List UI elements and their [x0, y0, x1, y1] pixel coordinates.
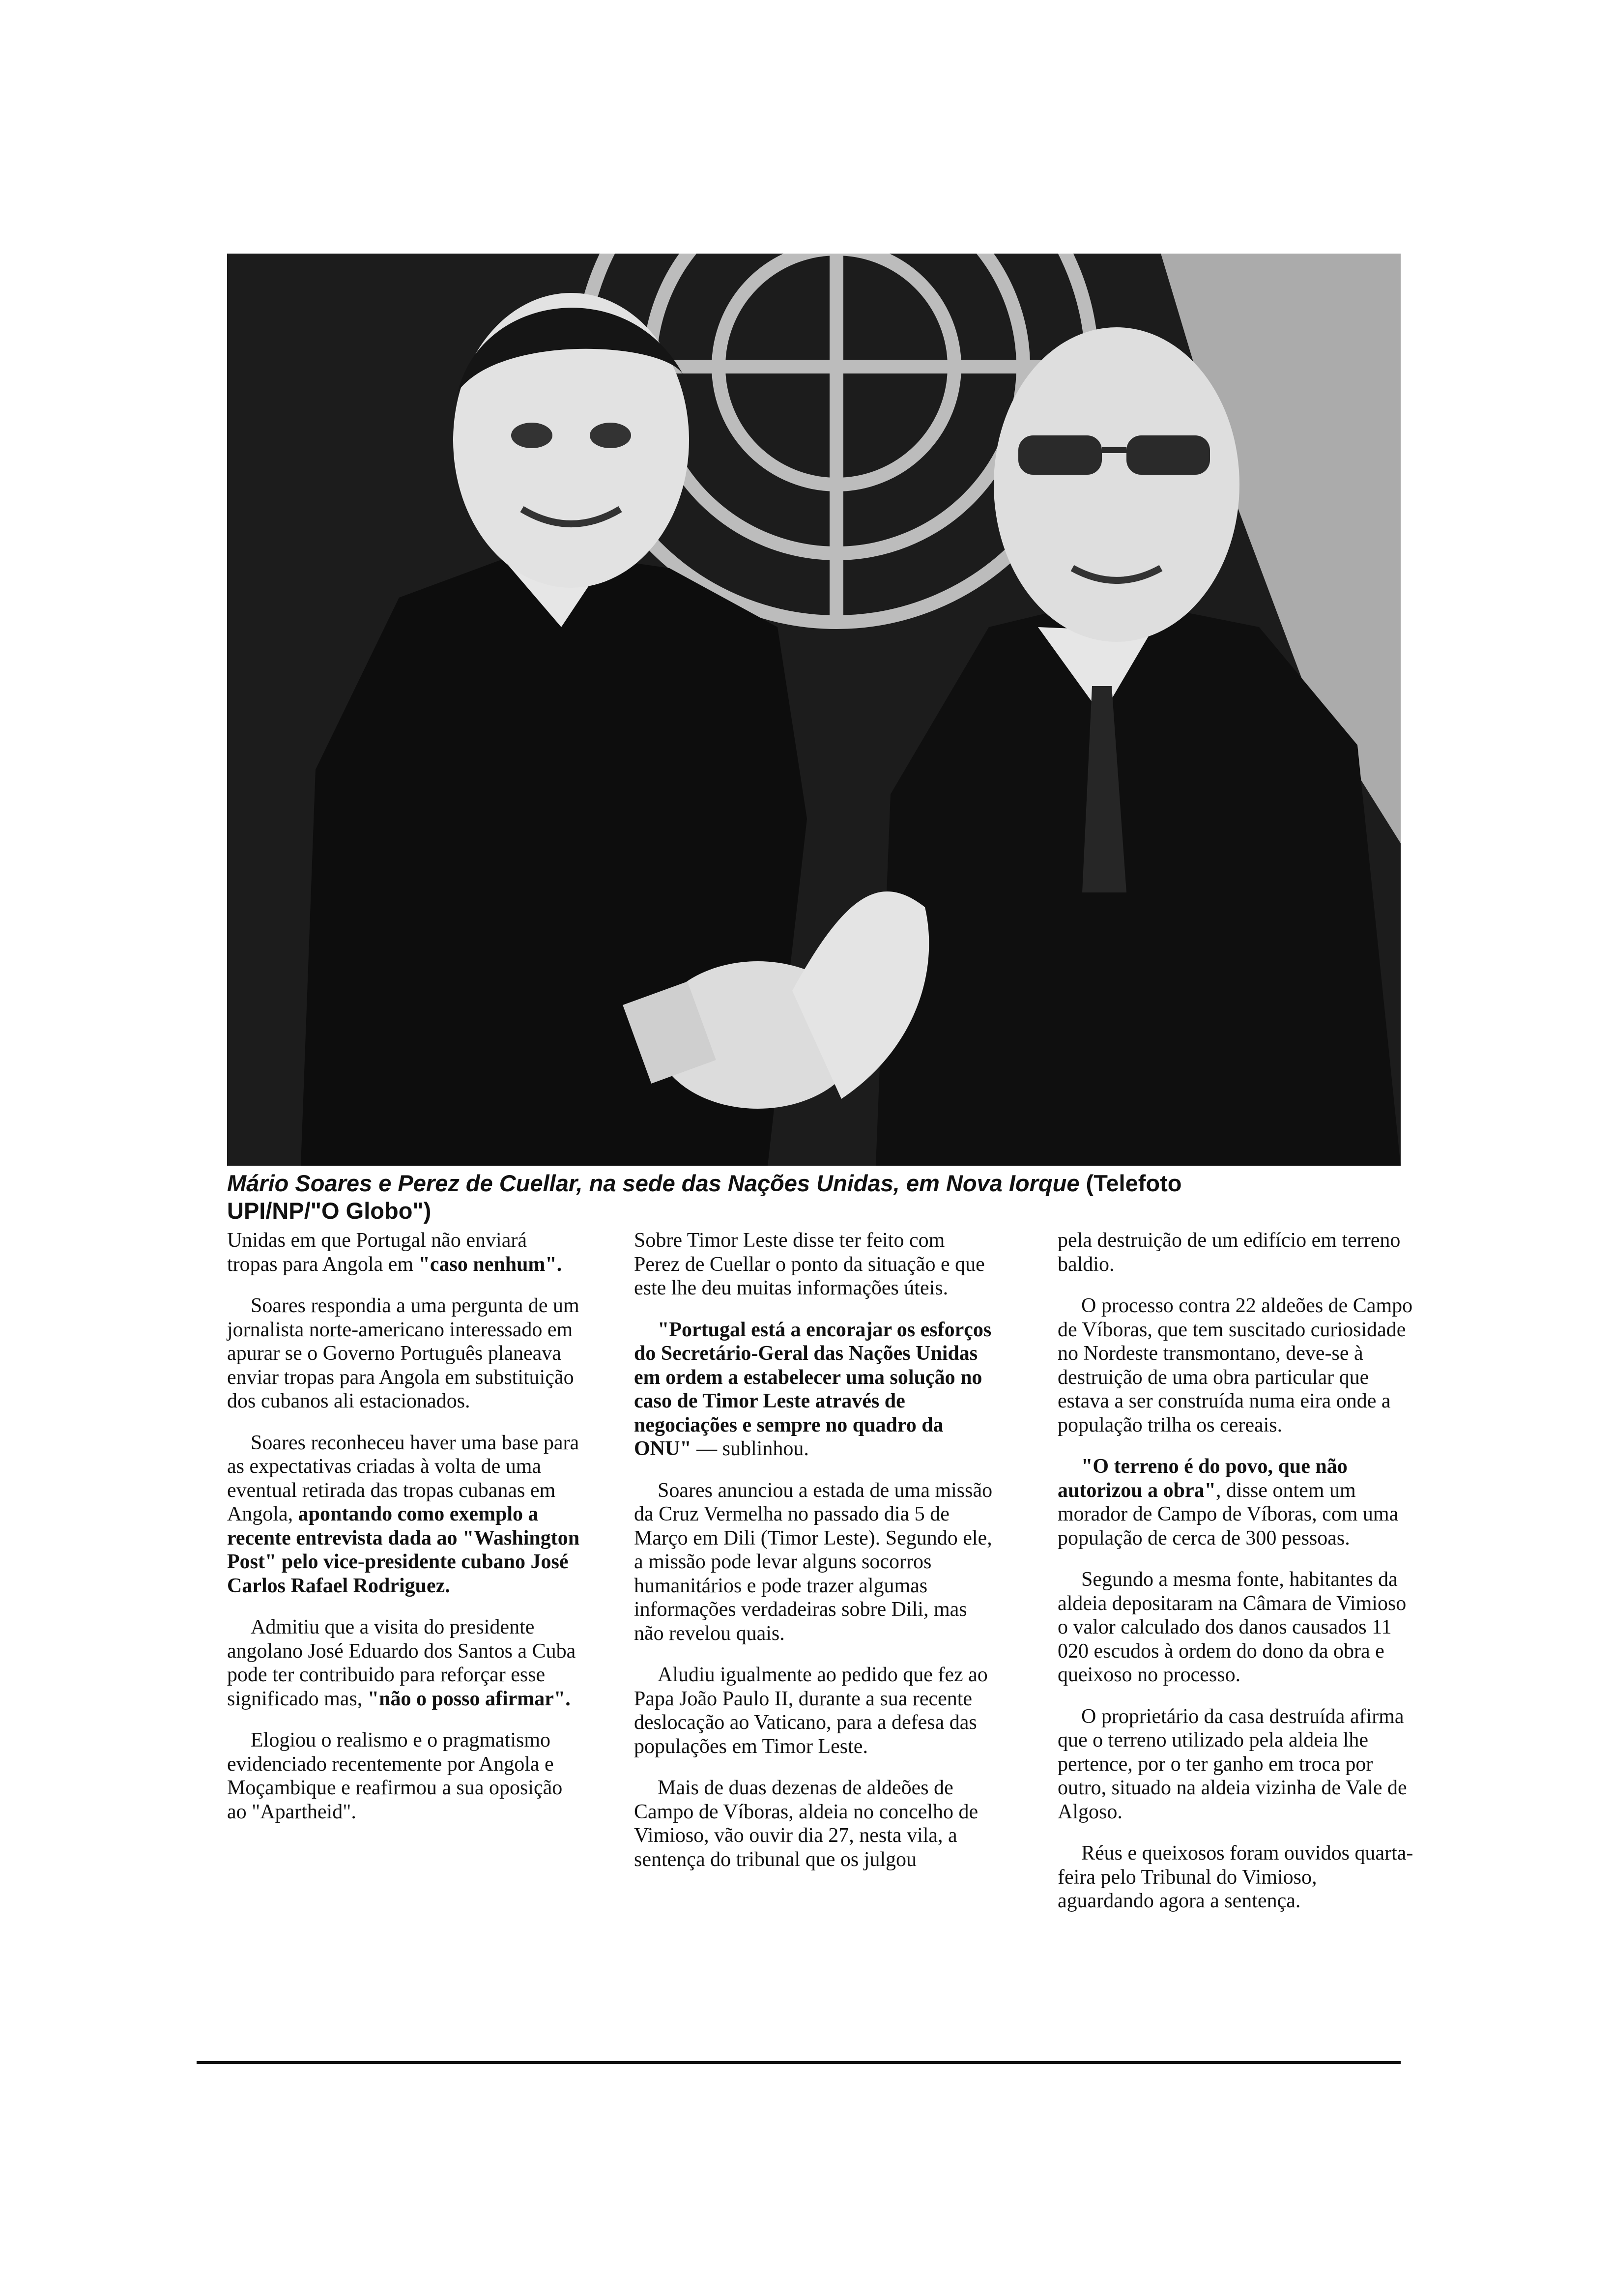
paragraph: O proprietário da casa destruída afirma que o terreno utilizado pela aldeia lhe pertence, por o ter ganho em troca por outro, situado na aldeia vizinha de Vale de Algoso. [1058, 1705, 1407, 1823]
paragraph: Soares respondia a uma pergunta de um jornalista norte-americano interessado em apurar se o Governo Português planeava enviar tropas para Angola em substituição dos cubanos ali estacionados. [227, 1294, 579, 1412]
paragraph-text: Admitiu que a visita do presidente angolano José Eduardo dos Santos a Cuba pode ter contribuido para reforçar esse significado mas, [227, 1616, 576, 1710]
paragraph: Réus e queixosos foram ouvidos quarta-feira pelo Tribunal do Vimioso, aguardando agora a sentença. [1058, 1842, 1413, 1912]
paragraph: Aludiu igualmente ao pedido que fez ao Papa João Paulo II, durante a sua recente deslocação ao Vaticano, para a defesa das populações em Timor Leste. [634, 1664, 988, 1758]
paragraph-quote: "não o posso afirmar". [367, 1687, 571, 1710]
paragraph [634, 1318, 995, 1461]
paragraph-text: Soares reconheceu haver uma base para as expectativas criadas à volta de uma eventual retirada das tropas cubanas em Angola, [227, 1431, 579, 1525]
paragraph [227, 1229, 582, 1276]
paragraph: Segundo a mesma fonte, habitantes da aldeia depositaram na Câmara de Vimioso o valor calculado dos danos causados 11 020 escudos à ordem do dono da obra e queixoso no processo. [1058, 1568, 1407, 1686]
caption-italic: Mário Soares e Perez de Cuellar, na sede das Nações Unidas, em Nova Iorque [227, 1170, 1080, 1196]
photo-illustration [227, 254, 1401, 1166]
article-column-1 [227, 1229, 582, 1841]
paragraph [1058, 1455, 1415, 1550]
paragraph-text: , disse ontem um morador de Campo de Víboras, com uma população de cerca de 300 pessoas. [1058, 1479, 1399, 1550]
paragraph-text: Unidas em que Portugal não enviará tropas para Angola em [227, 1229, 527, 1276]
caption-credit-line2: UPI/NP/"O Globo") [227, 1198, 432, 1224]
paragraph: O processo contra 22 aldeões de Campo de Víboras, que tem suscitado curiosidade no Nordeste transmontano, deve-se à destruição de uma obra particular que estava a ser construída numa eira onde a população trilha os cereais. [1058, 1294, 1413, 1436]
paragraph-quote: "O terreno é do povo, que não autorizou a obra" [1058, 1455, 1348, 1502]
paragraph-quote: "caso nenhum". [418, 1253, 562, 1276]
news-photo [227, 254, 1401, 1166]
paragraph: Sobre Timor Leste disse ter feito com Perez de Cuellar o ponto da situação e que este lhe deu muitas informações úteis. [634, 1229, 985, 1299]
paragraph [227, 1431, 582, 1598]
paragraph-bold-text: apontando como exemplo a recente entrevista dada ao "Washington Post" pelo vice-presidente cubano José Carlos Rafael Rodriguez. [227, 1503, 580, 1597]
paragraph-quote: "Portugal está a encorajar os esforços do Secretário-Geral das Nações Unidas em ordem a estabelecer uma solução no caso de Timor Leste através de negociações e sempre no quadro da ONU" [634, 1318, 992, 1460]
photo-caption [227, 1170, 1426, 1225]
paragraph: pela destruição de um edifício em terreno baldio. [1058, 1229, 1401, 1276]
paragraph: Elogiou o realismo e o pragmatismo evidenciado recentemente por Angola e Moçambique e reafirmou a sua oposição ao "Apartheid". [227, 1729, 563, 1823]
bottom-rule-divider [197, 2061, 1401, 2064]
article-column-3 [1058, 1229, 1415, 1931]
paragraph: Soares anunciou a estada de uma missão da Cruz Vermelha no passado dia 5 de Março em Dili (Timor Leste). Segundo ele, a missão pode levar alguns socorros humanitários e pode trazer algumas informações verdadeiras sobre Dili, mas não revelou quais. [634, 1479, 993, 1645]
caption-credit-line1: (Telefoto [1079, 1170, 1182, 1196]
article-column-2 [634, 1229, 995, 1889]
paragraph [227, 1615, 582, 1711]
paragraph-text: — sublinhou. [691, 1437, 809, 1460]
paragraph: Mais de duas dezenas de aldeões de Campo de Víboras, aldeia no concelho de Vimioso, vão ouvir dia 27, nesta vila, a sentença do tribunal que os julgou [634, 1777, 979, 1871]
